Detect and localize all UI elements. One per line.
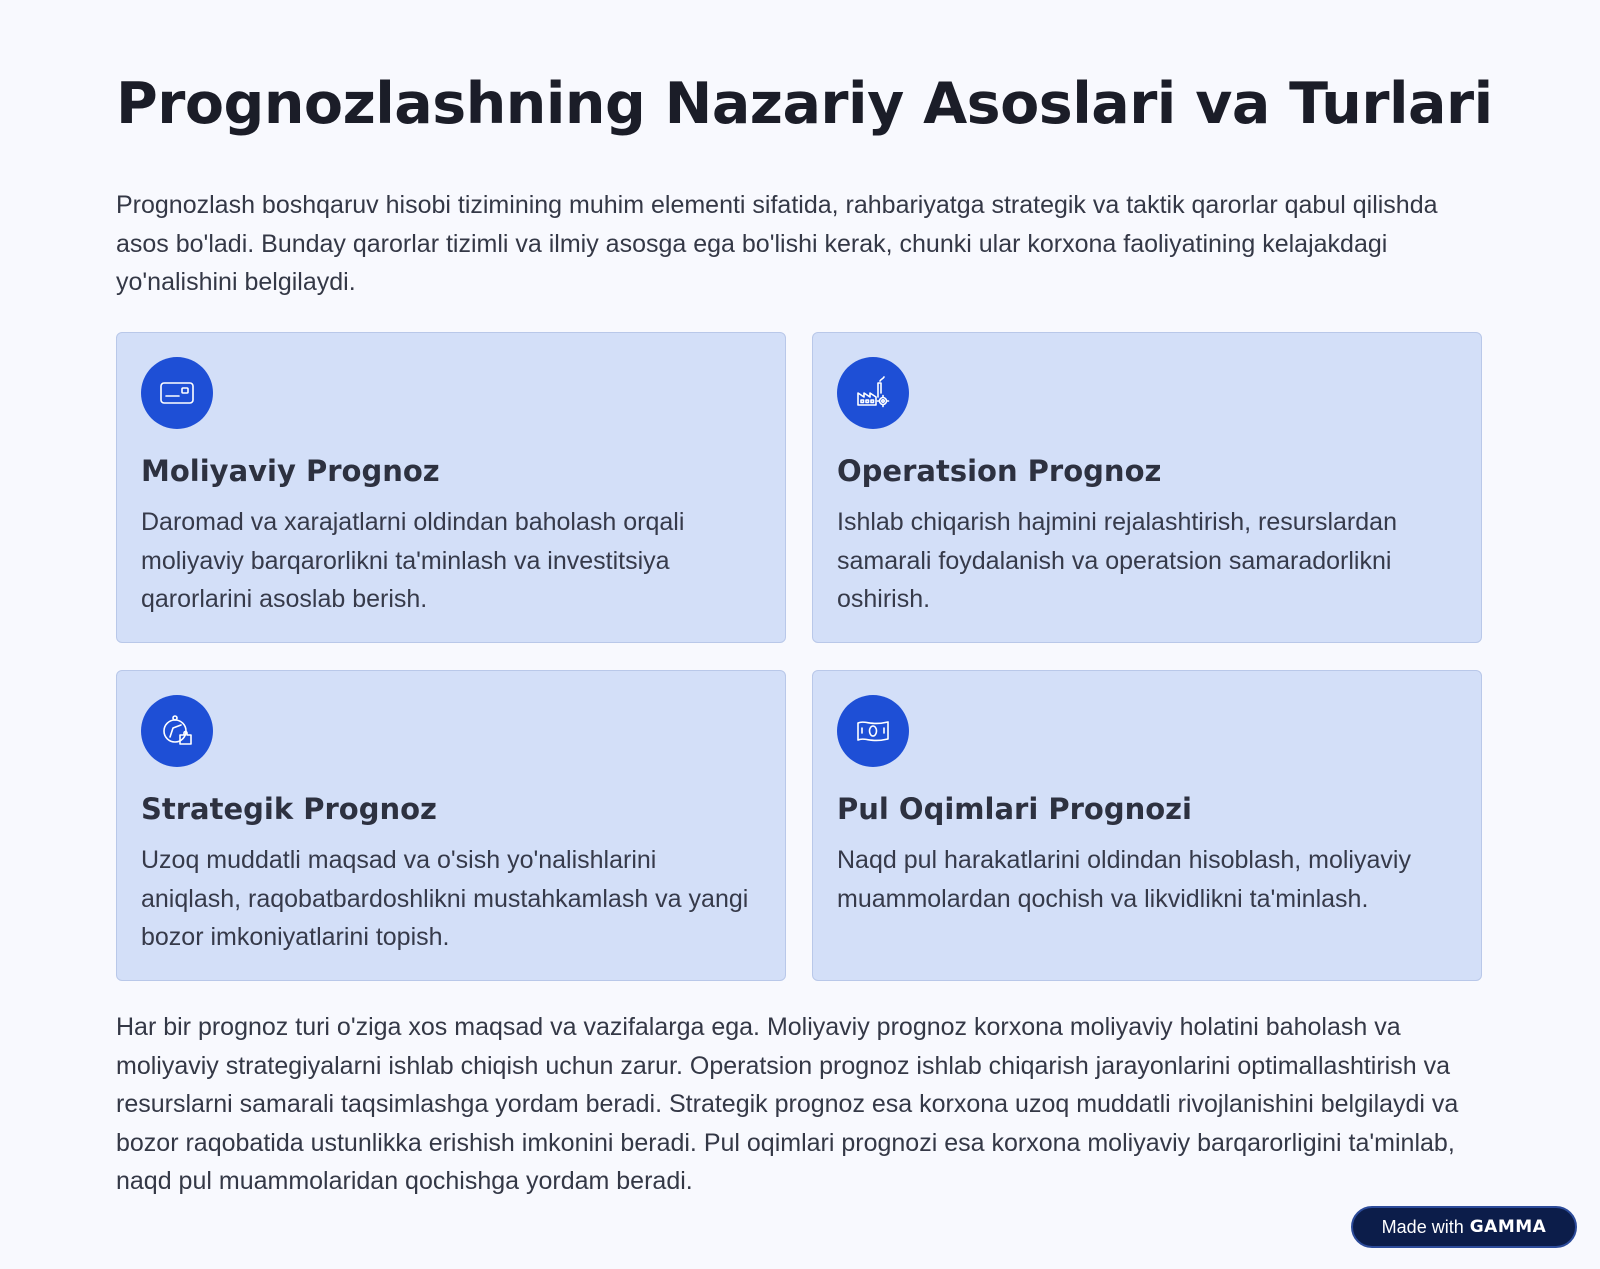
card-text: Ishlab chiqarish hajmini rejalashtirish, resurslardan samarali foydalanish va operatsion samaradorlikni oshirish. xyxy=(837,508,1397,613)
page-title: Prognozlashning Nazariy Asoslari va Turlari xyxy=(116,71,1493,137)
card-text: Uzoq muddatli maqsad va o'sish yo'nalishlarini aniqlash, raqobatbardoshlikni mustahkamlash va yangi bozor imkoniyatlarini topish. xyxy=(141,846,749,951)
card-title: Operatsion Prognoz xyxy=(837,454,1162,488)
card-financial-forecast xyxy=(116,332,786,643)
factory-gear-icon xyxy=(837,357,909,429)
card-title: Moliyaviy Prognoz xyxy=(141,454,440,488)
gamma-logo: GAMMA xyxy=(1469,1217,1547,1237)
card-strategic-forecast xyxy=(116,670,786,981)
made-with-gamma-badge[interactable] xyxy=(1351,1206,1577,1248)
card-text: Naqd pul harakatlarini oldindan hisoblash, moliyaviy muammolardan qochish va likvidlikni ta'minlash. xyxy=(837,846,1411,913)
badge-prefix: Made with xyxy=(1381,1216,1464,1237)
card-text: Daromad va xarajatlarni oldindan baholash orqali moliyaviy barqarorlikni ta'minlash va investitsiya qarorlarini asoslab berish. xyxy=(141,508,685,613)
card-operational-forecast xyxy=(812,332,1482,643)
compass-puzzle-icon xyxy=(141,695,213,767)
intro-paragraph: Prognozlash boshqaruv hisobi tizimining muhim elementi sifatida, rahbariyatga strategik va taktik qarorlar qabul qilishda asos bo'ladi. Bunday qarorlar tizimli va ilmiy asosga ega bo'lishi kerak, chunki ular korxona faoliyatining kelajakdagi yo'nalishini belgilaydi. xyxy=(116,191,1438,296)
card-title: Strategik Prognoz xyxy=(141,792,437,826)
credit-card-icon xyxy=(141,357,213,429)
card-title: Pul Oqimlari Prognozi xyxy=(837,792,1192,826)
summary-paragraph: Har bir prognoz turi o'ziga xos maqsad va vazifalarga ega. Moliyaviy prognoz korxona moliyaviy holatini baholash va moliyaviy strategiyalarni ishlab chiqish uchun zarur. Operatsion prognoz ishlab chiqarish jarayonlarini optimallashtirish va resurslarni samarali taqsimlashga yordam beradi. Strategik prognoz esa korxona uzoq muddatli rivojlanishini belgilaydi va bozor raqobatida ustunlikka erishish imkonini beradi. Pul oqimlari prognozi esa korxona moliyaviy barqarorligini ta'minlab, naqd pul muammolaridan qochishga yordam beradi. xyxy=(116,1013,1459,1195)
slide xyxy=(116,0,1493,1269)
card-cashflow-forecast xyxy=(812,670,1482,981)
banknote-icon xyxy=(837,695,909,767)
